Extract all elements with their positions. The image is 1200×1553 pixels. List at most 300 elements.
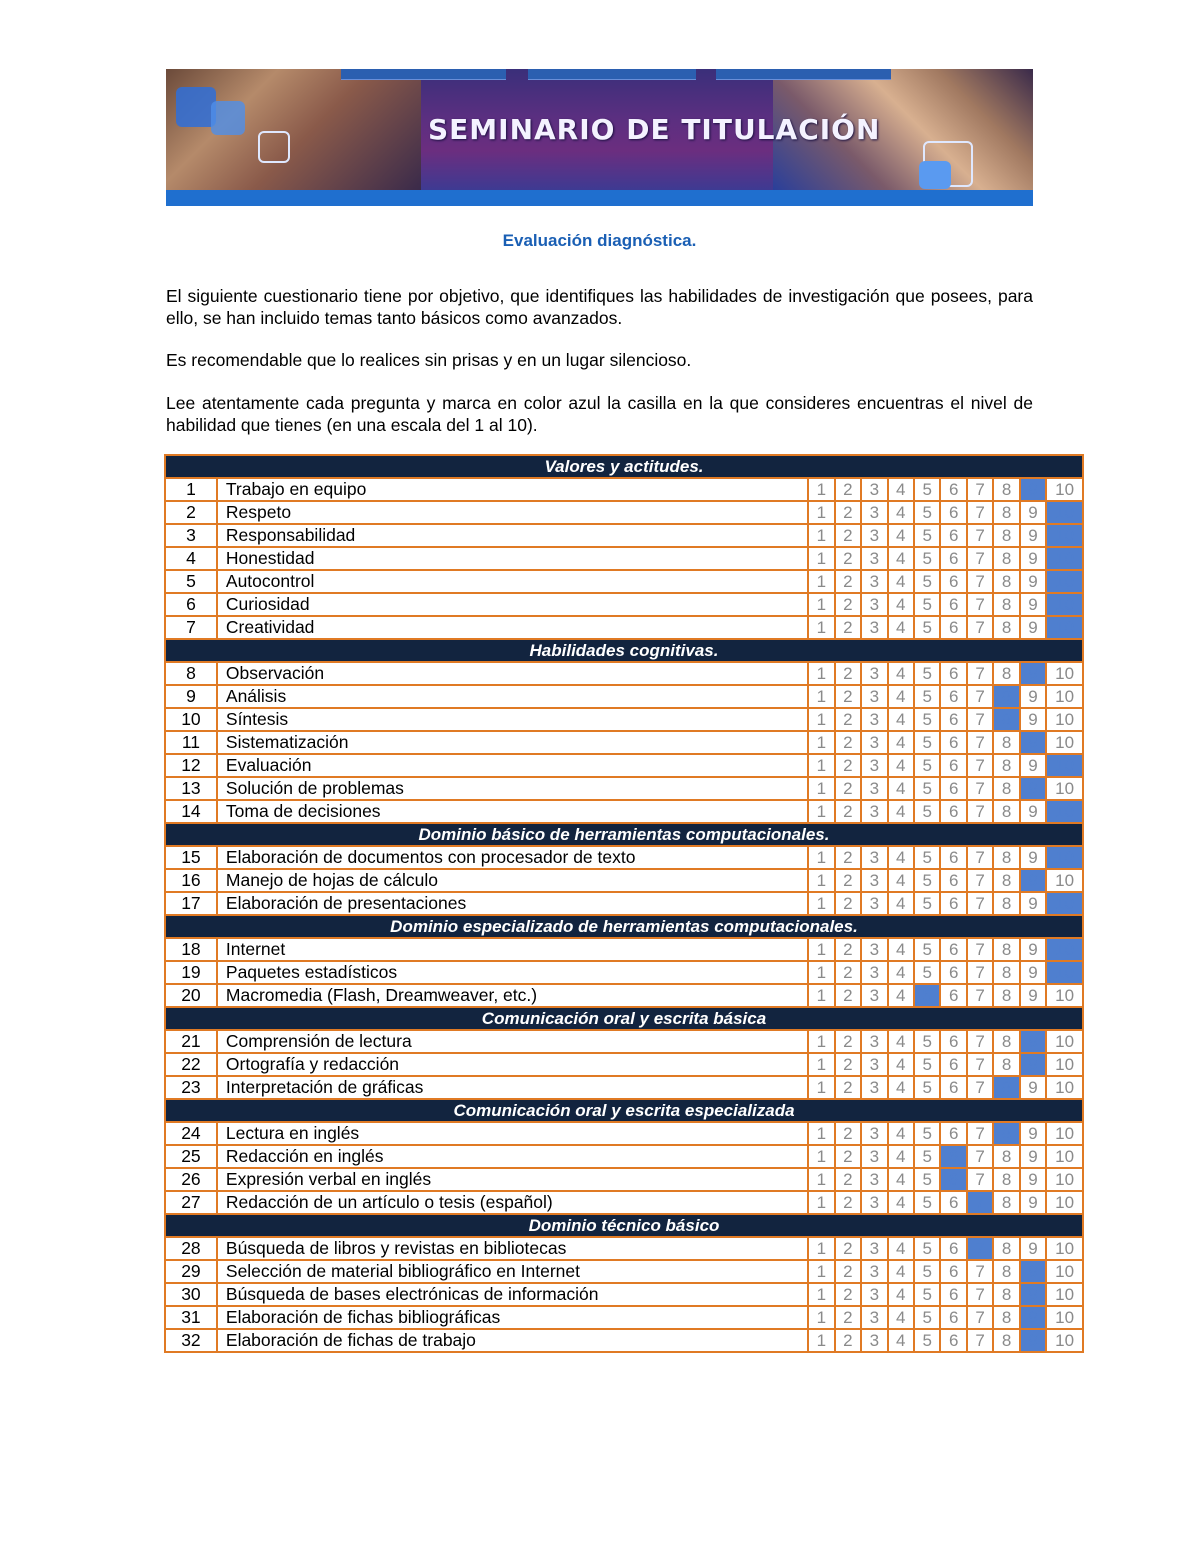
score-cell-3[interactable]: 3 <box>861 869 887 892</box>
score-cell-8[interactable]: 8 <box>993 478 1019 501</box>
score-cell-8[interactable]: 8 <box>993 961 1019 984</box>
score-cell-1[interactable]: 1 <box>808 1283 834 1306</box>
score-cell-8[interactable]: 8 <box>993 1053 1019 1076</box>
score-cell-7[interactable]: 7 <box>967 708 993 731</box>
score-cell-6[interactable]: 6 <box>940 1122 966 1145</box>
score-cell-5[interactable]: 5 <box>914 1306 940 1329</box>
score-cell-3[interactable]: 3 <box>861 754 887 777</box>
score-cell-7[interactable]: 7 <box>967 846 993 869</box>
score-cell-10[interactable]: 10 <box>1046 1237 1083 1260</box>
score-cell-3[interactable]: 3 <box>861 1030 887 1053</box>
score-cell-5[interactable]: 5 <box>914 777 940 800</box>
score-cell-3[interactable]: 3 <box>861 1329 887 1352</box>
score-cell-5[interactable]: 5 <box>914 662 940 685</box>
score-cell-6[interactable]: 6 <box>940 593 966 616</box>
score-cell-2[interactable]: 2 <box>835 1122 861 1145</box>
score-cell-2[interactable]: 2 <box>835 593 861 616</box>
score-cell-2[interactable]: 2 <box>835 1145 861 1168</box>
score-cell-5[interactable]: 5 <box>914 1076 940 1099</box>
score-cell-8[interactable]: 8 <box>993 1145 1019 1168</box>
score-cell-8[interactable]: 8 <box>993 685 1019 708</box>
score-cell-3[interactable]: 3 <box>861 846 887 869</box>
score-cell-9[interactable]: 9 <box>1020 1076 1046 1099</box>
score-cell-7[interactable]: 7 <box>967 685 993 708</box>
score-cell-6[interactable]: 6 <box>940 938 966 961</box>
score-cell-5[interactable]: 5 <box>914 938 940 961</box>
score-cell-3[interactable]: 3 <box>861 1145 887 1168</box>
score-cell-9[interactable]: 9 <box>1020 662 1046 685</box>
score-cell-6[interactable]: 6 <box>940 616 966 639</box>
score-cell-4[interactable]: 4 <box>888 892 914 915</box>
score-cell-4[interactable]: 4 <box>888 1145 914 1168</box>
score-cell-7[interactable]: 7 <box>967 662 993 685</box>
score-cell-4[interactable]: 4 <box>888 1191 914 1214</box>
score-cell-1[interactable]: 1 <box>808 708 834 731</box>
score-cell-1[interactable]: 1 <box>808 1306 834 1329</box>
score-cell-7[interactable]: 7 <box>967 1076 993 1099</box>
score-cell-6[interactable]: 6 <box>940 662 966 685</box>
score-cell-2[interactable]: 2 <box>835 892 861 915</box>
score-cell-4[interactable]: 4 <box>888 731 914 754</box>
score-cell-2[interactable]: 2 <box>835 570 861 593</box>
score-cell-7[interactable]: 7 <box>967 984 993 1007</box>
score-cell-7[interactable]: 7 <box>967 1306 993 1329</box>
score-cell-10[interactable]: 10 <box>1046 1329 1083 1352</box>
score-cell-9[interactable]: 9 <box>1020 892 1046 915</box>
score-cell-2[interactable]: 2 <box>835 800 861 823</box>
score-cell-5[interactable]: 5 <box>914 1283 940 1306</box>
score-cell-9[interactable]: 9 <box>1020 708 1046 731</box>
score-cell-7[interactable]: 7 <box>967 754 993 777</box>
score-cell-2[interactable]: 2 <box>835 524 861 547</box>
score-cell-9[interactable]: 9 <box>1020 800 1046 823</box>
score-cell-6[interactable]: 6 <box>940 1076 966 1099</box>
score-cell-2[interactable]: 2 <box>835 547 861 570</box>
score-cell-9[interactable]: 9 <box>1020 1145 1046 1168</box>
score-cell-5[interactable]: 5 <box>914 961 940 984</box>
score-cell-4[interactable]: 4 <box>888 1260 914 1283</box>
score-cell-3[interactable]: 3 <box>861 547 887 570</box>
score-cell-5[interactable]: 5 <box>914 984 940 1007</box>
score-cell-3[interactable]: 3 <box>861 892 887 915</box>
score-cell-4[interactable]: 4 <box>888 1168 914 1191</box>
score-cell-5[interactable]: 5 <box>914 1168 940 1191</box>
score-cell-7[interactable]: 7 <box>967 570 993 593</box>
score-cell-3[interactable]: 3 <box>861 1260 887 1283</box>
score-cell-7[interactable]: 7 <box>967 869 993 892</box>
score-cell-6[interactable]: 6 <box>940 892 966 915</box>
score-cell-9[interactable]: 9 <box>1020 593 1046 616</box>
score-cell-2[interactable]: 2 <box>835 1237 861 1260</box>
score-cell-7[interactable]: 7 <box>967 1191 993 1214</box>
score-cell-6[interactable]: 6 <box>940 846 966 869</box>
score-cell-5[interactable]: 5 <box>914 593 940 616</box>
score-cell-8[interactable]: 8 <box>993 1191 1019 1214</box>
score-cell-2[interactable]: 2 <box>835 1329 861 1352</box>
score-cell-6[interactable]: 6 <box>940 1145 966 1168</box>
score-cell-1[interactable]: 1 <box>808 662 834 685</box>
score-cell-1[interactable]: 1 <box>808 869 834 892</box>
score-cell-7[interactable]: 7 <box>967 478 993 501</box>
score-cell-10[interactable]: 10 <box>1046 938 1083 961</box>
score-cell-2[interactable]: 2 <box>835 1306 861 1329</box>
score-cell-10[interactable]: 10 <box>1046 961 1083 984</box>
score-cell-3[interactable]: 3 <box>861 685 887 708</box>
score-cell-5[interactable]: 5 <box>914 1145 940 1168</box>
score-cell-8[interactable]: 8 <box>993 938 1019 961</box>
score-cell-7[interactable]: 7 <box>967 1145 993 1168</box>
score-cell-4[interactable]: 4 <box>888 616 914 639</box>
score-cell-1[interactable]: 1 <box>808 938 834 961</box>
score-cell-10[interactable]: 10 <box>1046 984 1083 1007</box>
score-cell-4[interactable]: 4 <box>888 754 914 777</box>
score-cell-6[interactable]: 6 <box>940 1168 966 1191</box>
score-cell-4[interactable]: 4 <box>888 547 914 570</box>
score-cell-5[interactable]: 5 <box>914 570 940 593</box>
score-cell-7[interactable]: 7 <box>967 616 993 639</box>
score-cell-3[interactable]: 3 <box>861 1053 887 1076</box>
score-cell-3[interactable]: 3 <box>861 938 887 961</box>
score-cell-1[interactable]: 1 <box>808 1053 834 1076</box>
score-cell-8[interactable]: 8 <box>993 1076 1019 1099</box>
score-cell-10[interactable]: 10 <box>1046 1306 1083 1329</box>
score-cell-8[interactable]: 8 <box>993 1329 1019 1352</box>
score-cell-2[interactable]: 2 <box>835 1030 861 1053</box>
score-cell-9[interactable]: 9 <box>1020 1053 1046 1076</box>
score-cell-6[interactable]: 6 <box>940 708 966 731</box>
score-cell-7[interactable]: 7 <box>967 800 993 823</box>
score-cell-6[interactable]: 6 <box>940 1030 966 1053</box>
score-cell-3[interactable]: 3 <box>861 662 887 685</box>
score-cell-4[interactable]: 4 <box>888 869 914 892</box>
score-cell-3[interactable]: 3 <box>861 1076 887 1099</box>
score-cell-8[interactable]: 8 <box>993 1306 1019 1329</box>
score-cell-7[interactable]: 7 <box>967 961 993 984</box>
score-cell-6[interactable]: 6 <box>940 1283 966 1306</box>
score-cell-8[interactable]: 8 <box>993 800 1019 823</box>
score-cell-10[interactable]: 10 <box>1046 1030 1083 1053</box>
score-cell-8[interactable]: 8 <box>993 846 1019 869</box>
score-cell-10[interactable]: 10 <box>1046 754 1083 777</box>
score-cell-10[interactable]: 10 <box>1046 501 1083 524</box>
score-cell-5[interactable]: 5 <box>914 1329 940 1352</box>
score-cell-4[interactable]: 4 <box>888 800 914 823</box>
score-cell-2[interactable]: 2 <box>835 1076 861 1099</box>
score-cell-10[interactable]: 10 <box>1046 685 1083 708</box>
score-cell-7[interactable]: 7 <box>967 1237 993 1260</box>
score-cell-9[interactable]: 9 <box>1020 938 1046 961</box>
score-cell-8[interactable]: 8 <box>993 892 1019 915</box>
score-cell-3[interactable]: 3 <box>861 570 887 593</box>
score-cell-6[interactable]: 6 <box>940 754 966 777</box>
score-cell-2[interactable]: 2 <box>835 1260 861 1283</box>
score-cell-9[interactable]: 9 <box>1020 1283 1046 1306</box>
score-cell-10[interactable]: 10 <box>1046 892 1083 915</box>
score-cell-7[interactable]: 7 <box>967 501 993 524</box>
score-cell-5[interactable]: 5 <box>914 1237 940 1260</box>
score-cell-3[interactable]: 3 <box>861 1122 887 1145</box>
score-cell-9[interactable]: 9 <box>1020 685 1046 708</box>
score-cell-1[interactable]: 1 <box>808 846 834 869</box>
score-cell-8[interactable]: 8 <box>993 1237 1019 1260</box>
score-cell-8[interactable]: 8 <box>993 662 1019 685</box>
score-cell-10[interactable]: 10 <box>1046 1145 1083 1168</box>
score-cell-6[interactable]: 6 <box>940 501 966 524</box>
score-cell-4[interactable]: 4 <box>888 524 914 547</box>
score-cell-9[interactable]: 9 <box>1020 1306 1046 1329</box>
score-cell-6[interactable]: 6 <box>940 524 966 547</box>
score-cell-1[interactable]: 1 <box>808 892 834 915</box>
score-cell-8[interactable]: 8 <box>993 547 1019 570</box>
score-cell-6[interactable]: 6 <box>940 731 966 754</box>
score-cell-4[interactable]: 4 <box>888 777 914 800</box>
score-cell-6[interactable]: 6 <box>940 1260 966 1283</box>
score-cell-8[interactable]: 8 <box>993 616 1019 639</box>
score-cell-7[interactable]: 7 <box>967 1053 993 1076</box>
score-cell-5[interactable]: 5 <box>914 800 940 823</box>
score-cell-1[interactable]: 1 <box>808 547 834 570</box>
score-cell-2[interactable]: 2 <box>835 708 861 731</box>
score-cell-6[interactable]: 6 <box>940 961 966 984</box>
score-cell-3[interactable]: 3 <box>861 1237 887 1260</box>
score-cell-3[interactable]: 3 <box>861 961 887 984</box>
score-cell-10[interactable]: 10 <box>1046 869 1083 892</box>
score-cell-3[interactable]: 3 <box>861 478 887 501</box>
score-cell-4[interactable]: 4 <box>888 685 914 708</box>
score-cell-8[interactable]: 8 <box>993 501 1019 524</box>
score-cell-7[interactable]: 7 <box>967 892 993 915</box>
score-cell-4[interactable]: 4 <box>888 1122 914 1145</box>
score-cell-1[interactable]: 1 <box>808 616 834 639</box>
score-cell-5[interactable]: 5 <box>914 524 940 547</box>
score-cell-9[interactable]: 9 <box>1020 1122 1046 1145</box>
score-cell-4[interactable]: 4 <box>888 1076 914 1099</box>
score-cell-2[interactable]: 2 <box>835 846 861 869</box>
score-cell-6[interactable]: 6 <box>940 1053 966 1076</box>
score-cell-7[interactable]: 7 <box>967 524 993 547</box>
score-cell-8[interactable]: 8 <box>993 731 1019 754</box>
score-cell-2[interactable]: 2 <box>835 1168 861 1191</box>
score-cell-8[interactable]: 8 <box>993 708 1019 731</box>
score-cell-7[interactable]: 7 <box>967 731 993 754</box>
score-cell-4[interactable]: 4 <box>888 1237 914 1260</box>
score-cell-2[interactable]: 2 <box>835 662 861 685</box>
score-cell-9[interactable]: 9 <box>1020 1260 1046 1283</box>
score-cell-1[interactable]: 1 <box>808 1237 834 1260</box>
score-cell-5[interactable]: 5 <box>914 731 940 754</box>
score-cell-10[interactable]: 10 <box>1046 1122 1083 1145</box>
score-cell-3[interactable]: 3 <box>861 1306 887 1329</box>
score-cell-2[interactable]: 2 <box>835 685 861 708</box>
score-cell-6[interactable]: 6 <box>940 1306 966 1329</box>
score-cell-9[interactable]: 9 <box>1020 846 1046 869</box>
score-cell-3[interactable]: 3 <box>861 731 887 754</box>
score-cell-8[interactable]: 8 <box>993 777 1019 800</box>
score-cell-6[interactable]: 6 <box>940 547 966 570</box>
score-cell-5[interactable]: 5 <box>914 547 940 570</box>
score-cell-8[interactable]: 8 <box>993 593 1019 616</box>
score-cell-2[interactable]: 2 <box>835 754 861 777</box>
score-cell-5[interactable]: 5 <box>914 685 940 708</box>
score-cell-6[interactable]: 6 <box>940 1237 966 1260</box>
score-cell-9[interactable]: 9 <box>1020 754 1046 777</box>
score-cell-10[interactable]: 10 <box>1046 593 1083 616</box>
score-cell-2[interactable]: 2 <box>835 1053 861 1076</box>
score-cell-4[interactable]: 4 <box>888 708 914 731</box>
score-cell-6[interactable]: 6 <box>940 478 966 501</box>
score-cell-9[interactable]: 9 <box>1020 1191 1046 1214</box>
score-cell-7[interactable]: 7 <box>967 938 993 961</box>
score-cell-5[interactable]: 5 <box>914 754 940 777</box>
score-cell-9[interactable]: 9 <box>1020 616 1046 639</box>
score-cell-10[interactable]: 10 <box>1046 478 1083 501</box>
score-cell-9[interactable]: 9 <box>1020 478 1046 501</box>
score-cell-2[interactable]: 2 <box>835 777 861 800</box>
score-cell-1[interactable]: 1 <box>808 501 834 524</box>
score-cell-1[interactable]: 1 <box>808 593 834 616</box>
score-cell-4[interactable]: 4 <box>888 984 914 1007</box>
score-cell-10[interactable]: 10 <box>1046 1053 1083 1076</box>
score-cell-6[interactable]: 6 <box>940 800 966 823</box>
score-cell-4[interactable]: 4 <box>888 846 914 869</box>
score-cell-6[interactable]: 6 <box>940 777 966 800</box>
score-cell-9[interactable]: 9 <box>1020 961 1046 984</box>
score-cell-3[interactable]: 3 <box>861 984 887 1007</box>
score-cell-8[interactable]: 8 <box>993 869 1019 892</box>
score-cell-1[interactable]: 1 <box>808 570 834 593</box>
score-cell-5[interactable]: 5 <box>914 846 940 869</box>
score-cell-4[interactable]: 4 <box>888 570 914 593</box>
score-cell-1[interactable]: 1 <box>808 754 834 777</box>
score-cell-10[interactable]: 10 <box>1046 616 1083 639</box>
score-cell-7[interactable]: 7 <box>967 1260 993 1283</box>
score-cell-7[interactable]: 7 <box>967 777 993 800</box>
score-cell-9[interactable]: 9 <box>1020 1329 1046 1352</box>
score-cell-6[interactable]: 6 <box>940 1329 966 1352</box>
score-cell-3[interactable]: 3 <box>861 524 887 547</box>
score-cell-8[interactable]: 8 <box>993 570 1019 593</box>
score-cell-5[interactable]: 5 <box>914 1030 940 1053</box>
score-cell-7[interactable]: 7 <box>967 1168 993 1191</box>
score-cell-2[interactable]: 2 <box>835 1191 861 1214</box>
score-cell-4[interactable]: 4 <box>888 501 914 524</box>
score-cell-7[interactable]: 7 <box>967 1030 993 1053</box>
score-cell-1[interactable]: 1 <box>808 1168 834 1191</box>
score-cell-3[interactable]: 3 <box>861 1191 887 1214</box>
score-cell-2[interactable]: 2 <box>835 501 861 524</box>
score-cell-1[interactable]: 1 <box>808 1329 834 1352</box>
score-cell-1[interactable]: 1 <box>808 777 834 800</box>
score-cell-7[interactable]: 7 <box>967 1329 993 1352</box>
score-cell-9[interactable]: 9 <box>1020 547 1046 570</box>
score-cell-1[interactable]: 1 <box>808 1260 834 1283</box>
score-cell-4[interactable]: 4 <box>888 1030 914 1053</box>
score-cell-3[interactable]: 3 <box>861 708 887 731</box>
score-cell-9[interactable]: 9 <box>1020 524 1046 547</box>
score-cell-9[interactable]: 9 <box>1020 570 1046 593</box>
score-cell-1[interactable]: 1 <box>808 961 834 984</box>
score-cell-10[interactable]: 10 <box>1046 1260 1083 1283</box>
score-cell-3[interactable]: 3 <box>861 777 887 800</box>
score-cell-1[interactable]: 1 <box>808 685 834 708</box>
score-cell-4[interactable]: 4 <box>888 938 914 961</box>
score-cell-5[interactable]: 5 <box>914 501 940 524</box>
score-cell-6[interactable]: 6 <box>940 869 966 892</box>
score-cell-4[interactable]: 4 <box>888 1306 914 1329</box>
score-cell-1[interactable]: 1 <box>808 1145 834 1168</box>
score-cell-5[interactable]: 5 <box>914 869 940 892</box>
score-cell-8[interactable]: 8 <box>993 1030 1019 1053</box>
score-cell-5[interactable]: 5 <box>914 1260 940 1283</box>
score-cell-10[interactable]: 10 <box>1046 846 1083 869</box>
score-cell-4[interactable]: 4 <box>888 478 914 501</box>
score-cell-7[interactable]: 7 <box>967 1283 993 1306</box>
score-cell-10[interactable]: 10 <box>1046 662 1083 685</box>
score-cell-8[interactable]: 8 <box>993 754 1019 777</box>
score-cell-9[interactable]: 9 <box>1020 984 1046 1007</box>
score-cell-10[interactable]: 10 <box>1046 524 1083 547</box>
score-cell-10[interactable]: 10 <box>1046 570 1083 593</box>
score-cell-3[interactable]: 3 <box>861 800 887 823</box>
score-cell-6[interactable]: 6 <box>940 570 966 593</box>
score-cell-8[interactable]: 8 <box>993 1168 1019 1191</box>
score-cell-10[interactable]: 10 <box>1046 1191 1083 1214</box>
score-cell-9[interactable]: 9 <box>1020 731 1046 754</box>
score-cell-2[interactable]: 2 <box>835 731 861 754</box>
score-cell-9[interactable]: 9 <box>1020 1168 1046 1191</box>
score-cell-3[interactable]: 3 <box>861 1168 887 1191</box>
score-cell-8[interactable]: 8 <box>993 1283 1019 1306</box>
score-cell-10[interactable]: 10 <box>1046 1168 1083 1191</box>
score-cell-10[interactable]: 10 <box>1046 708 1083 731</box>
score-cell-5[interactable]: 5 <box>914 708 940 731</box>
score-cell-5[interactable]: 5 <box>914 1191 940 1214</box>
score-cell-9[interactable]: 9 <box>1020 1030 1046 1053</box>
score-cell-3[interactable]: 3 <box>861 1283 887 1306</box>
score-cell-8[interactable]: 8 <box>993 1122 1019 1145</box>
score-cell-4[interactable]: 4 <box>888 593 914 616</box>
score-cell-8[interactable]: 8 <box>993 524 1019 547</box>
score-cell-7[interactable]: 7 <box>967 593 993 616</box>
score-cell-10[interactable]: 10 <box>1046 1283 1083 1306</box>
score-cell-2[interactable]: 2 <box>835 616 861 639</box>
score-cell-3[interactable]: 3 <box>861 616 887 639</box>
score-cell-3[interactable]: 3 <box>861 593 887 616</box>
score-cell-9[interactable]: 9 <box>1020 501 1046 524</box>
score-cell-8[interactable]: 8 <box>993 984 1019 1007</box>
score-cell-9[interactable]: 9 <box>1020 777 1046 800</box>
score-cell-10[interactable]: 10 <box>1046 1076 1083 1099</box>
score-cell-4[interactable]: 4 <box>888 662 914 685</box>
score-cell-1[interactable]: 1 <box>808 731 834 754</box>
score-cell-10[interactable]: 10 <box>1046 731 1083 754</box>
score-cell-2[interactable]: 2 <box>835 938 861 961</box>
score-cell-1[interactable]: 1 <box>808 800 834 823</box>
score-cell-1[interactable]: 1 <box>808 478 834 501</box>
score-cell-6[interactable]: 6 <box>940 1191 966 1214</box>
score-cell-1[interactable]: 1 <box>808 1191 834 1214</box>
score-cell-6[interactable]: 6 <box>940 984 966 1007</box>
score-cell-5[interactable]: 5 <box>914 616 940 639</box>
score-cell-1[interactable]: 1 <box>808 524 834 547</box>
score-cell-1[interactable]: 1 <box>808 984 834 1007</box>
score-cell-2[interactable]: 2 <box>835 961 861 984</box>
score-cell-5[interactable]: 5 <box>914 478 940 501</box>
score-cell-1[interactable]: 1 <box>808 1030 834 1053</box>
score-cell-4[interactable]: 4 <box>888 1329 914 1352</box>
score-cell-5[interactable]: 5 <box>914 1053 940 1076</box>
score-cell-2[interactable]: 2 <box>835 869 861 892</box>
